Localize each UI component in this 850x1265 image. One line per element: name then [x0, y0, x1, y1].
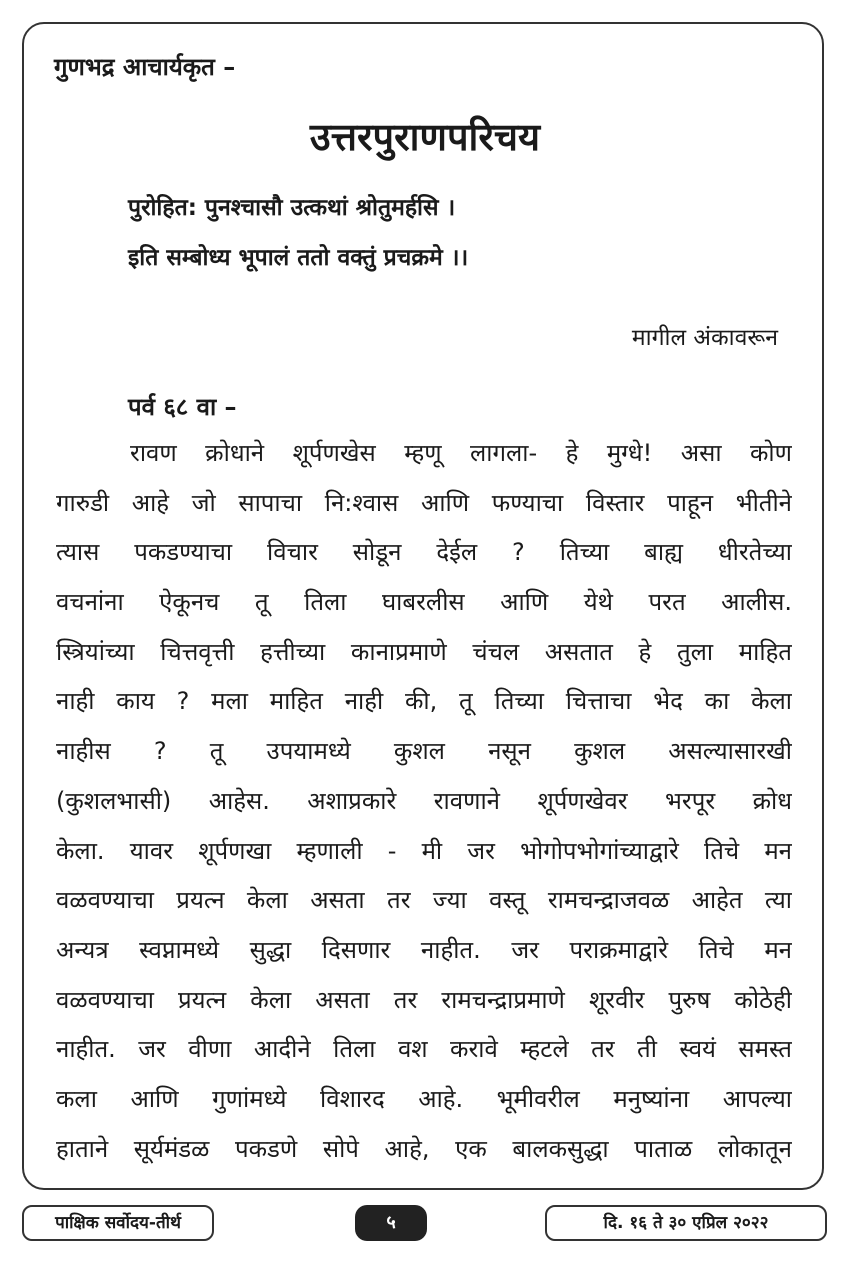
verse-line-1: पुरोहित: पुनश्चासौ उत्कथां श्रोतुमर्हसि ।: [128, 195, 456, 221]
publication-name: पाक्षिक सर्वोदय-तीर्थ: [22, 1205, 214, 1241]
body-line: स्त्रियांच्या चित्तवृत्ती हत्तीच्या कानाप्रमाणे चंचल असतात हे तुला माहित: [56, 637, 792, 666]
body-line: (कुशलभासी) आहेस. अशाप्रकारे रावणाने शूर्पणखेवर भरपूर क्रोध: [56, 786, 792, 815]
body-line: अन्यत्र स्वप्नामध्ये सुद्धा दिसणार नाहीत. जर पराक्रमाद्वारे तिचे मन: [56, 935, 792, 964]
body-line: वळवण्याचा प्रयत्न केला असता तर ज्या वस्तू रामचन्द्राजवळ आहेत त्या: [56, 886, 792, 915]
issue-date: दि. १६ ते ३० एप्रिल २०२२: [545, 1205, 827, 1241]
verse-line-2: इति सम्बोध्य भूपालं ततो वक्तुं प्रचक्रमे ।।: [128, 245, 469, 271]
body-line: कला आणि गुणांमध्ये विशारद आहे. भूमीवरील मनुष्यांना आपल्या: [56, 1084, 792, 1113]
author-line: गुणभद्र आचार्यकृत –: [54, 53, 236, 81]
body-line: वळवण्याचा प्रयत्न केला असता तर रामचन्द्राप्रमाणे शूरवीर पुरुष कोठेही: [56, 985, 792, 1014]
section-heading: पर्व ६८ वा –: [128, 393, 237, 421]
body-line: त्यास पकडण्याचा विचार सोडून देईल ? तिच्या बाह्य धीरतेच्या: [56, 538, 792, 567]
body-line: गारुडी आहे जो सापाचा नि:श्वास आणि फण्याचा विस्तार पाहून भीतीने: [56, 488, 792, 517]
body-text: [56, 436, 792, 1181]
body-line: रावण क्रोधाने शूर्पणखेस म्हणू लागला- हे मुग्धे! असा कोण: [130, 439, 792, 467]
body-line: नाहीस ? तू उपयामध्ये कुशल नसून कुशल असल्यासारखी: [56, 737, 792, 766]
body-line: नाहीत. जर वीणा आदीने तिला वश करावे म्हटले तर ती स्वयं समस्त: [56, 1035, 792, 1064]
continuation-note: मागील अंकावरून: [631, 325, 778, 351]
body-line: केला. यावर शूर्पणखा म्हणाली - मी जर भोगोपभोगांच्याद्वारे तिचे मन: [56, 836, 792, 865]
body-line: वचनांना ऐकूनच तू तिला घाबरलीस आणि येथे परत आलीस.: [56, 588, 792, 617]
body-line: नाही काय ? मला माहित नाही की, तू तिच्या चित्ताचा भेद का केला: [56, 687, 792, 716]
page-title: उत्तरपुराणपरिचय: [309, 115, 541, 159]
body-line: हाताने सूर्यमंडळ पकडणे सोपे आहे, एक बालकसुद्धा पाताळ लोकातून: [56, 1134, 792, 1163]
page-number: ५: [355, 1205, 427, 1241]
